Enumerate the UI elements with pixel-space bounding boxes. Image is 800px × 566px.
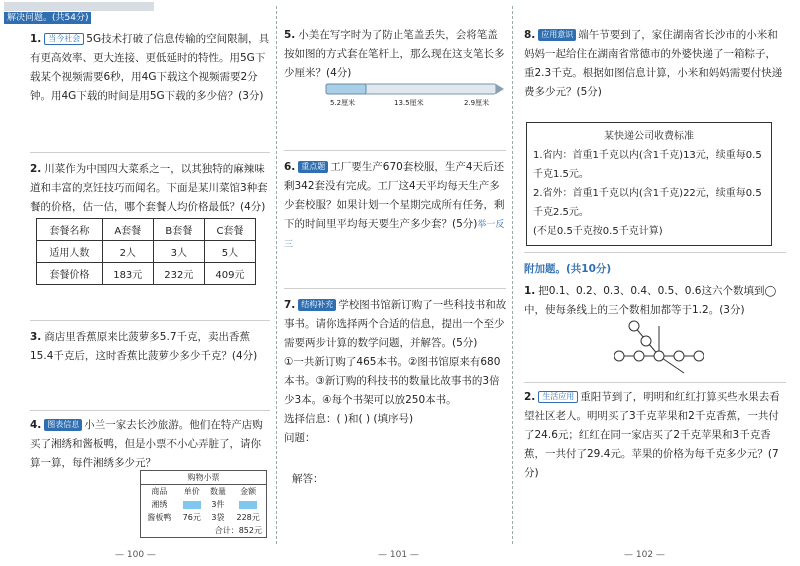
receipt-total: 合计：852元 (214, 526, 262, 535)
receipt-row (141, 511, 266, 524)
page-number: — 101 — (378, 550, 419, 560)
pen-cap (326, 84, 366, 94)
blank-circle[interactable] (629, 321, 639, 331)
question-6 (284, 158, 508, 255)
question-number: 2. (30, 163, 42, 175)
receipt-cell: 金额 (240, 487, 257, 496)
column-divider (512, 6, 513, 544)
question-8 (524, 26, 786, 102)
table-cell: 2人 (102, 241, 153, 263)
divider (30, 320, 270, 321)
bonus-header: 附加题。(共10分) (524, 263, 612, 275)
receipt-cell: 酱板鸭 (147, 513, 172, 522)
question-text: 5G技术打破了信息传输的空间限制，具有更高效率、更大连接、更低延时的特性。用5G下载某个视频需要6秒，用4G下载这个视频需要2分钟。用4G下载的时间是用5G下载的多少倍？(3分) (30, 33, 270, 102)
length-label: 13.5厘米 (394, 99, 424, 107)
pen-diagram (324, 80, 504, 108)
blank-circle[interactable] (654, 351, 664, 361)
question-number: 5. (284, 29, 296, 41)
blank-circle[interactable] (634, 351, 644, 361)
question-text: 学校图书馆新订购了一些科技书和故事书。请你选择两个合适的信息，提出一个至少需要两步计算的数学问题，并解答。(5分) (284, 299, 507, 349)
receipt-cell: 3袋 (211, 513, 225, 522)
table-cell: 409元 (204, 263, 255, 285)
fee-caption: 某快递公司收费标准 (604, 131, 694, 142)
receipt-total-row (141, 524, 266, 537)
question-text: 商店里香蕉原来比菠萝多5.7千克，卖出香蕉15.4千克后，这时香蕉比菠萝少多少千克？(4分) (30, 331, 258, 362)
length-label: 5.2厘米 (330, 99, 356, 107)
divider (30, 152, 270, 153)
pen-tip (496, 84, 504, 94)
question-number: 3. (30, 331, 42, 343)
table-cell: A套餐 (102, 219, 153, 241)
question-tag: 应用意识 (538, 29, 576, 41)
question-text: 小美在写字时为了防止笔盖丢失，会将笔盖按如图的方式套在笔杆上，那么现在这支笔长多少厘米？(4分) (284, 29, 505, 79)
table-cell: 3人 (153, 241, 204, 263)
question-number: 8. (524, 29, 536, 41)
question-number: 2. (524, 391, 536, 403)
blank-circle[interactable] (614, 351, 624, 361)
question-7 (284, 296, 508, 448)
question-text: 工厂要生产670套校服，生产4天后还剩342套没有完成。工厂这4天平均每天生产多少套校服？如果计划一个星期完成所有任务，剩下的时间里平均每天要生产多少套？(5分) (284, 161, 505, 230)
question-text: 把0.1、0.2、0.3、0.4、0.5、0.6这六个数填到◯中，使每条线上的三个数相加都等于1.2。(3分) (524, 285, 777, 316)
blank-circle[interactable] (694, 351, 704, 361)
question-text: 川菜作为中国四大菜系之一，以其独特的麻辣味道和丰富的烹饪技巧而闻名。下面是某川菜馆3种套餐的价格，估一估，哪个套餐人均价格最低？(4分) (30, 163, 268, 213)
table-cell: C套餐 (204, 219, 255, 241)
question-number: 7. (284, 299, 296, 311)
question-text: 重阳节到了，明明和红红打算买些水果去看望社区老人。明明买了3千克苹果和2千克香蕉，一共付了24.6元；红红在同一家店买了2千克苹果和3千克香蕉，一共付了29.4元。苹果的价格为每千克多少元？(7分) (524, 391, 780, 479)
divider (524, 252, 786, 253)
problem-label: 问题： (284, 432, 316, 444)
receipt-cell: 单价 (183, 487, 200, 496)
package-price-table (36, 218, 256, 285)
question-text: 端午节要到了，家住湖南省长沙市的小米和妈妈一起给住在湖南省常德市的外婆快递了一箱粽子，重2.3千克。根据如图信息计算，小米和妈妈需要付快递费多少元？(5分) (524, 29, 783, 98)
question-number: 6. (284, 161, 296, 173)
divider (284, 288, 506, 289)
fee-line: 2.省外：首重1千克以内(含1千克)22元，续重每0.5千克2.5元。 (533, 188, 762, 218)
question-4 (30, 416, 270, 473)
question-1 (30, 30, 270, 106)
bonus-question-1 (524, 282, 786, 320)
question-3 (30, 328, 270, 366)
fee-line: (不足0.5千克按0.5千克计算) (533, 226, 663, 237)
question-tag: 结构补充 (298, 299, 336, 311)
page-number: — 102 — (624, 550, 665, 560)
blank-circle[interactable] (674, 351, 684, 361)
length-label: 2.9厘米 (464, 99, 490, 107)
table-header-row (37, 219, 256, 241)
fee-line: 1.省内：首重1千克以内(含1千克)13元，续重每0.5千克1.5元。 (533, 150, 762, 180)
extension-link[interactable]: 举一反三 (284, 220, 505, 250)
page-number: — 100 — (115, 550, 156, 560)
question-number: 1. (30, 33, 42, 45)
receipt-cell: 3件 (211, 500, 225, 509)
question-2 (30, 160, 270, 217)
receipt-cell: 76元 (182, 513, 201, 522)
question-tag: 重点题 (298, 161, 328, 173)
receipt-row (141, 498, 266, 511)
divider (30, 410, 270, 411)
info-list: ①一共新订购了465本书。②图书馆原来有680本书。③新订购的科技书的数量比故事书的3倍少3本。④每个书架可以放250本书。 (284, 356, 501, 406)
page-column-100 (0, 0, 275, 566)
smudged-cell (230, 498, 266, 511)
question-5 (284, 26, 508, 83)
table-row (37, 241, 256, 263)
page-column-101 (278, 0, 510, 566)
table-cell: 适用人数 (37, 241, 103, 263)
receipt-cell: 228元 (236, 513, 260, 522)
blank-circle[interactable] (641, 336, 651, 346)
receipt-cell: 数量 (209, 487, 226, 496)
answer-label: 解答： (292, 473, 324, 485)
divider (524, 382, 786, 383)
shopping-receipt (140, 470, 267, 538)
receipt-caption: 购物小票 (141, 471, 266, 485)
question-tag: 图表信息 (44, 419, 82, 431)
table-cell: 套餐价格 (37, 263, 103, 285)
question-tag: 生活应用 (538, 391, 578, 403)
bonus-question-2 (524, 388, 786, 483)
table-cell: 183元 (102, 263, 153, 285)
page-column-102 (514, 0, 800, 566)
receipt-table (141, 485, 266, 537)
table-cell: 232元 (153, 263, 204, 285)
table-cell: 套餐名称 (37, 219, 103, 241)
table-cell: B套餐 (153, 219, 204, 241)
receipt-cell: 商品 (151, 487, 168, 496)
question-number: 4. (30, 419, 42, 431)
circle-puzzle-diagram (614, 318, 704, 378)
table-row (37, 263, 256, 285)
divider (284, 150, 506, 151)
column-divider (276, 6, 277, 544)
receipt-header-row (141, 485, 266, 498)
fee-standard-box (526, 122, 772, 246)
section-header: 解决问题。(共54分) (4, 12, 91, 24)
receipt-cell: 湘绣 (151, 500, 168, 509)
table-cell: 5人 (204, 241, 255, 263)
question-number: 1. (524, 285, 536, 297)
question-tag: 当今社会 (44, 33, 84, 45)
choose-info: 选择信息：( )和( ) (填序号) (284, 413, 414, 425)
question-text: 小兰一家去长沙旅游。他们在特产店购买了湘绣和酱板鸭，但是小票不小心弄脏了，请你算一算，每件湘绣多少元？ (30, 419, 263, 469)
smudged-cell (178, 498, 206, 511)
